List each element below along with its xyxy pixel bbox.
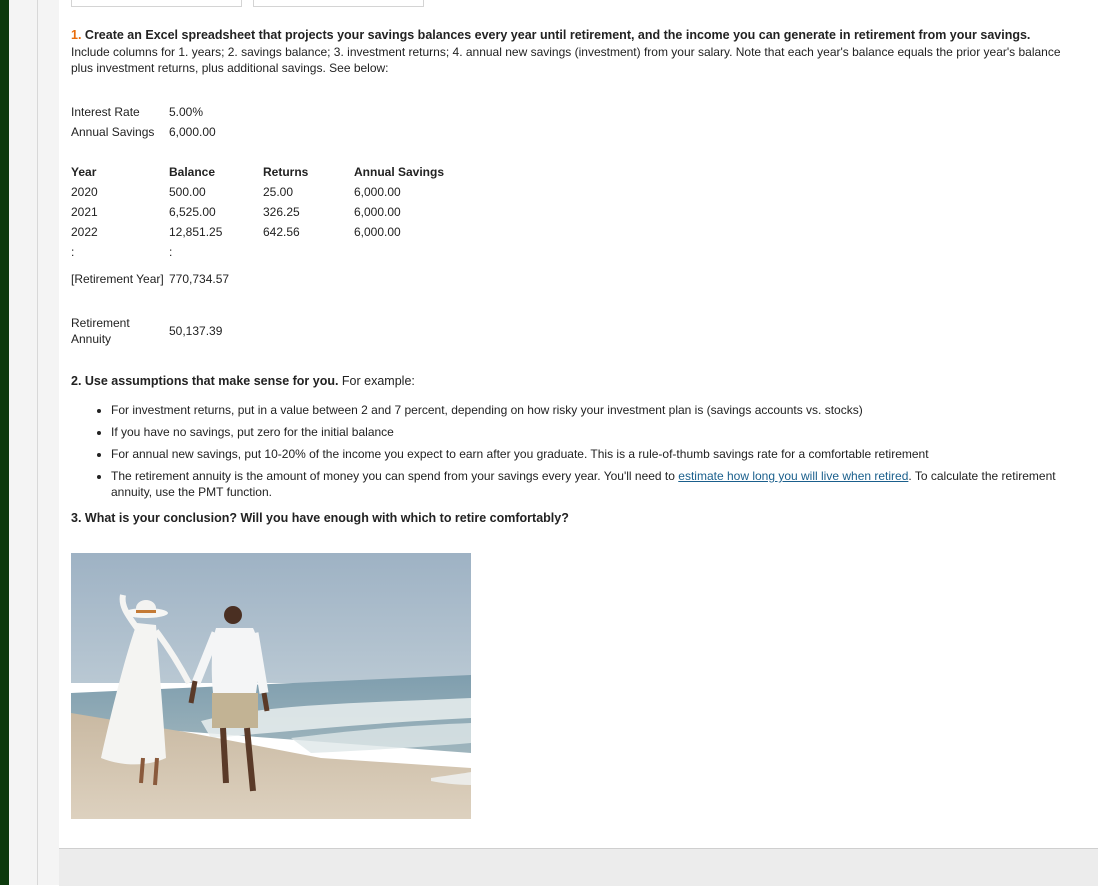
bottom-panel [59, 848, 1098, 886]
ellipsis-balance: : [169, 245, 173, 259]
cell-year: 2022 [71, 225, 98, 239]
retirement-year-row [71, 262, 494, 296]
retirement-annuity-row [71, 314, 494, 348]
cell-year: 2020 [71, 185, 98, 199]
cell-year: 2021 [71, 205, 98, 219]
retirement-annuity-value: 50,137.39 [169, 324, 223, 338]
interest-rate-value: 5.00% [169, 105, 204, 119]
ellipsis-year: : [71, 245, 75, 259]
retirement-annuity-label: Retirement Annuity [71, 316, 130, 346]
left-accent-bar [0, 0, 9, 885]
table-row [71, 182, 494, 202]
retirement-year-label: [Retirement Year] [71, 272, 164, 286]
savings-projection-table [71, 162, 494, 348]
parameters-table [71, 102, 216, 142]
question-1-description: Include columns for 1. years; 2. savings balance; 3. investment returns; 4. annual new savings (investment) from your salary. Note that each year's balance equals the prior year's balance plus investment returns, plus additional savings. See below: [71, 45, 1061, 75]
cell-returns: 25.00 [263, 185, 294, 199]
assignment-content [71, 27, 1081, 526]
cell-annual-savings: 6,000.00 [354, 185, 401, 199]
left-gutter [9, 0, 59, 885]
top-tab-stub-1[interactable] [71, 0, 242, 7]
life-expectancy-link[interactable]: estimate how long you will live when retired [678, 469, 909, 483]
column-header-annual-savings: Annual Savings [354, 165, 445, 179]
column-header-balance: Balance [169, 165, 216, 179]
retired-couple-beach-photo [71, 553, 471, 819]
list-item: • For annual new savings, put 10-20% of the income you expect to earn after you graduate. This is a rule-of-thumb savings rate for a comfortable retirement [111, 446, 1081, 462]
table-header-row [71, 162, 494, 182]
cell-returns: 326.25 [263, 205, 300, 219]
annual-savings-value: 6,000.00 [169, 125, 216, 139]
table-row [71, 222, 494, 242]
cell-annual-savings: 6,000.00 [354, 225, 401, 239]
list-item: • If you have no savings, put zero for the initial balance [111, 424, 1081, 440]
ellipsis-row [71, 242, 494, 262]
question-1-number: 1. [71, 28, 82, 42]
list-item: • For investment returns, put in a value between 2 and 7 percent, depending on how risky your investment plan is (savings accounts vs. stocks) [111, 402, 1081, 418]
list-item: • The retirement annuity is the amount of money you can spend from your savings every year. You'll need to estimate how long you will live when retired. To calculate the retirement annuity, use the PMT function. [111, 468, 1081, 500]
cell-returns: 642.56 [263, 225, 300, 239]
question-1-title: 1. Create an Excel spreadsheet that projects your savings balances every year until retirement, and the income you can generate in retirement from your savings. [71, 28, 1031, 42]
cell-annual-savings: 6,000.00 [354, 205, 401, 219]
column-header-year: Year [71, 165, 97, 179]
retirement-year-balance: 770,734.57 [169, 272, 230, 286]
cell-balance: 6,525.00 [169, 205, 216, 219]
cell-balance: 500.00 [169, 185, 206, 199]
table-row [71, 202, 494, 222]
interest-rate-label: Interest Rate [71, 105, 140, 119]
assumptions-list [71, 402, 1081, 500]
cell-balance: 12,851.25 [169, 225, 223, 239]
column-header-returns: Returns [263, 165, 309, 179]
question-3-title: 3. What is your conclusion? Will you have enough with which to retire comfortably? [71, 511, 569, 525]
annual-savings-label: Annual Savings [71, 125, 155, 139]
top-tab-stub-2[interactable] [253, 0, 424, 7]
question-2-title: 2. Use assumptions that make sense for you. For example: [71, 374, 415, 388]
